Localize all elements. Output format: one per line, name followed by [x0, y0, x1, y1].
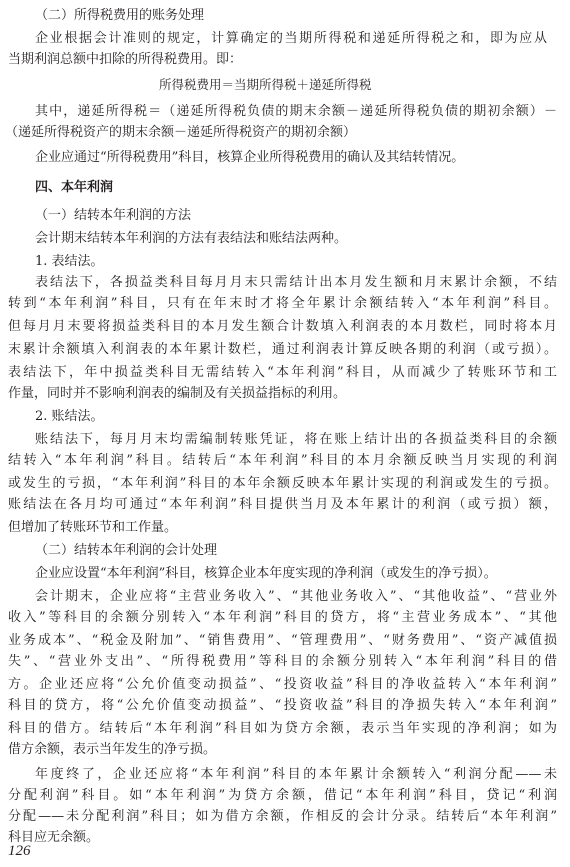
paragraph-line: 但每月月末要将损益类科目的本月发生额合计数填入利润表的本月数栏，同时将本月: [8, 319, 557, 334]
page-number: 126: [8, 843, 31, 859]
paragraph-line: 企业根据会计准则的规定，计算确定的当期所得税和递延所得税之和，即为应从: [35, 31, 547, 46]
paragraph-line: 账结法下，每月月末均需编制转账凭证，将在账上结计出的各损益类科目的余额: [35, 432, 557, 447]
list-heading-table-method: 1. 表结法。: [35, 254, 104, 269]
paragraph-line: 科目应无余额。: [8, 830, 100, 845]
paragraph-line: 当期利润总额中扣除的所得税费用。即：: [8, 52, 243, 67]
paragraph-line: 表结法下，年中损益类科目无需结转入“本年利润”科目，从而减少了转账环节和工: [8, 365, 557, 380]
paragraph-line: 失”、“营业外支出”、“所得税费用”等科目的余额分别转入“本年利润”科目的借: [8, 654, 557, 669]
paragraph-line: 末累计余额填入利润表的本年累计数栏，通过利润表计算反映各期的利润（或亏损）。: [8, 342, 557, 357]
paragraph-line: 科目的借方。结转后“本年利润”科目如为贷方余额，表示当年实现的净利润；如为: [8, 721, 557, 736]
paragraph-line: 结转入“本年利润”科目。结转后“本年利润”科目的本月余额反映当月实现的利润: [8, 453, 557, 468]
paragraph-line: 但增加了转账环节和工作量。: [8, 520, 178, 535]
section-subheading-transfer-methods: （一）结转本年利润的方法: [35, 208, 192, 223]
paragraph-line: 业务成本”、“税金及附加”、“销售费用”、“管理费用”、“财务费用”、“资产减值损: [8, 633, 557, 648]
paragraph-line: 企业应设置“本年利润”科目，核算企业本年度实现的净利润（或发生的净亏损）。: [35, 566, 497, 581]
paragraph-line: 方。企业还应将“公允价值变动损益”、“投资收益”科目的净收益转入“本年利润”: [8, 677, 557, 692]
list-heading-account-method: 2. 账结法。: [35, 409, 104, 424]
paragraph-line: 作量，同时并不影响利润表的编制及有关损益指标的利用。: [8, 386, 347, 401]
paragraph-line: （递延所得税资产的期末余额－递延所得税资产的期初余额）: [5, 125, 357, 140]
paragraph-line: 借方余额，表示当年发生的净亏损。: [8, 742, 217, 757]
paragraph-line: 账结法在各月均可通过“本年利润”科目提供当月及本年累计的利润（或亏损）额，: [8, 497, 557, 512]
paragraph-line: 或发生的亏损，“本年利润”科目的本年余额反映本年累计实现的利润或发生的亏损。: [8, 476, 557, 491]
paragraph-line: 会计期末结转本年利润的方法有表结法和账结法两种。: [35, 231, 348, 246]
income-tax-formula: 所得税费用＝当期所得税＋递延所得税: [159, 77, 372, 92]
paragraph-line: 分配利润”科目。如“本年利润”为贷方余额，借记“本年利润”科目，贷记“利润: [8, 788, 557, 803]
paragraph-line: 年度终了，企业还应将“本年利润”科目的本年累计余额转入“利润分配——未: [35, 767, 557, 782]
paragraph-line: 企业应通过“所得税费用”科目，核算企业所得税费用的确认及其结转情况。: [35, 150, 465, 165]
paragraph-line: 其中，递延所得税＝（递延所得税负债的期末余额－递延所得税负债的期初余额）－: [35, 104, 557, 119]
paragraph-line: 分配——未分配利润”科目；如为借方余额，作相反的会计分录。结转后“本年利润”: [8, 809, 557, 824]
section-subheading-transfer-accounting: （二）结转本年利润的会计处理: [35, 543, 218, 558]
section-heading-annual-profit: 四、本年利润: [35, 180, 114, 195]
paragraph-line: 表结法下，各损益类科目每月月末只需结计出本月发生额和月末累计余额，不结: [35, 275, 557, 290]
paragraph-line: 收入”等科目的余额分别转入“本年利润”科目的贷方，将“主营业务成本”、“其他: [8, 610, 557, 625]
section-subheading-income-tax-accounting: （二）所得税费用的账务处理: [35, 8, 205, 23]
paragraph-line: 转到“本年利润”科目，只有在年末时才将全年累计余额结转入“本年利润”科目。: [8, 296, 557, 311]
paragraph-line: 会计期末，企业应将“主营业务收入”、“其他业务收入”、“其他收益”、“营业外: [35, 589, 557, 604]
paragraph-line: 科目的贷方，将“公允价值变动损益”、“投资收益”科目的净损失转入“本年利润”: [8, 698, 557, 713]
